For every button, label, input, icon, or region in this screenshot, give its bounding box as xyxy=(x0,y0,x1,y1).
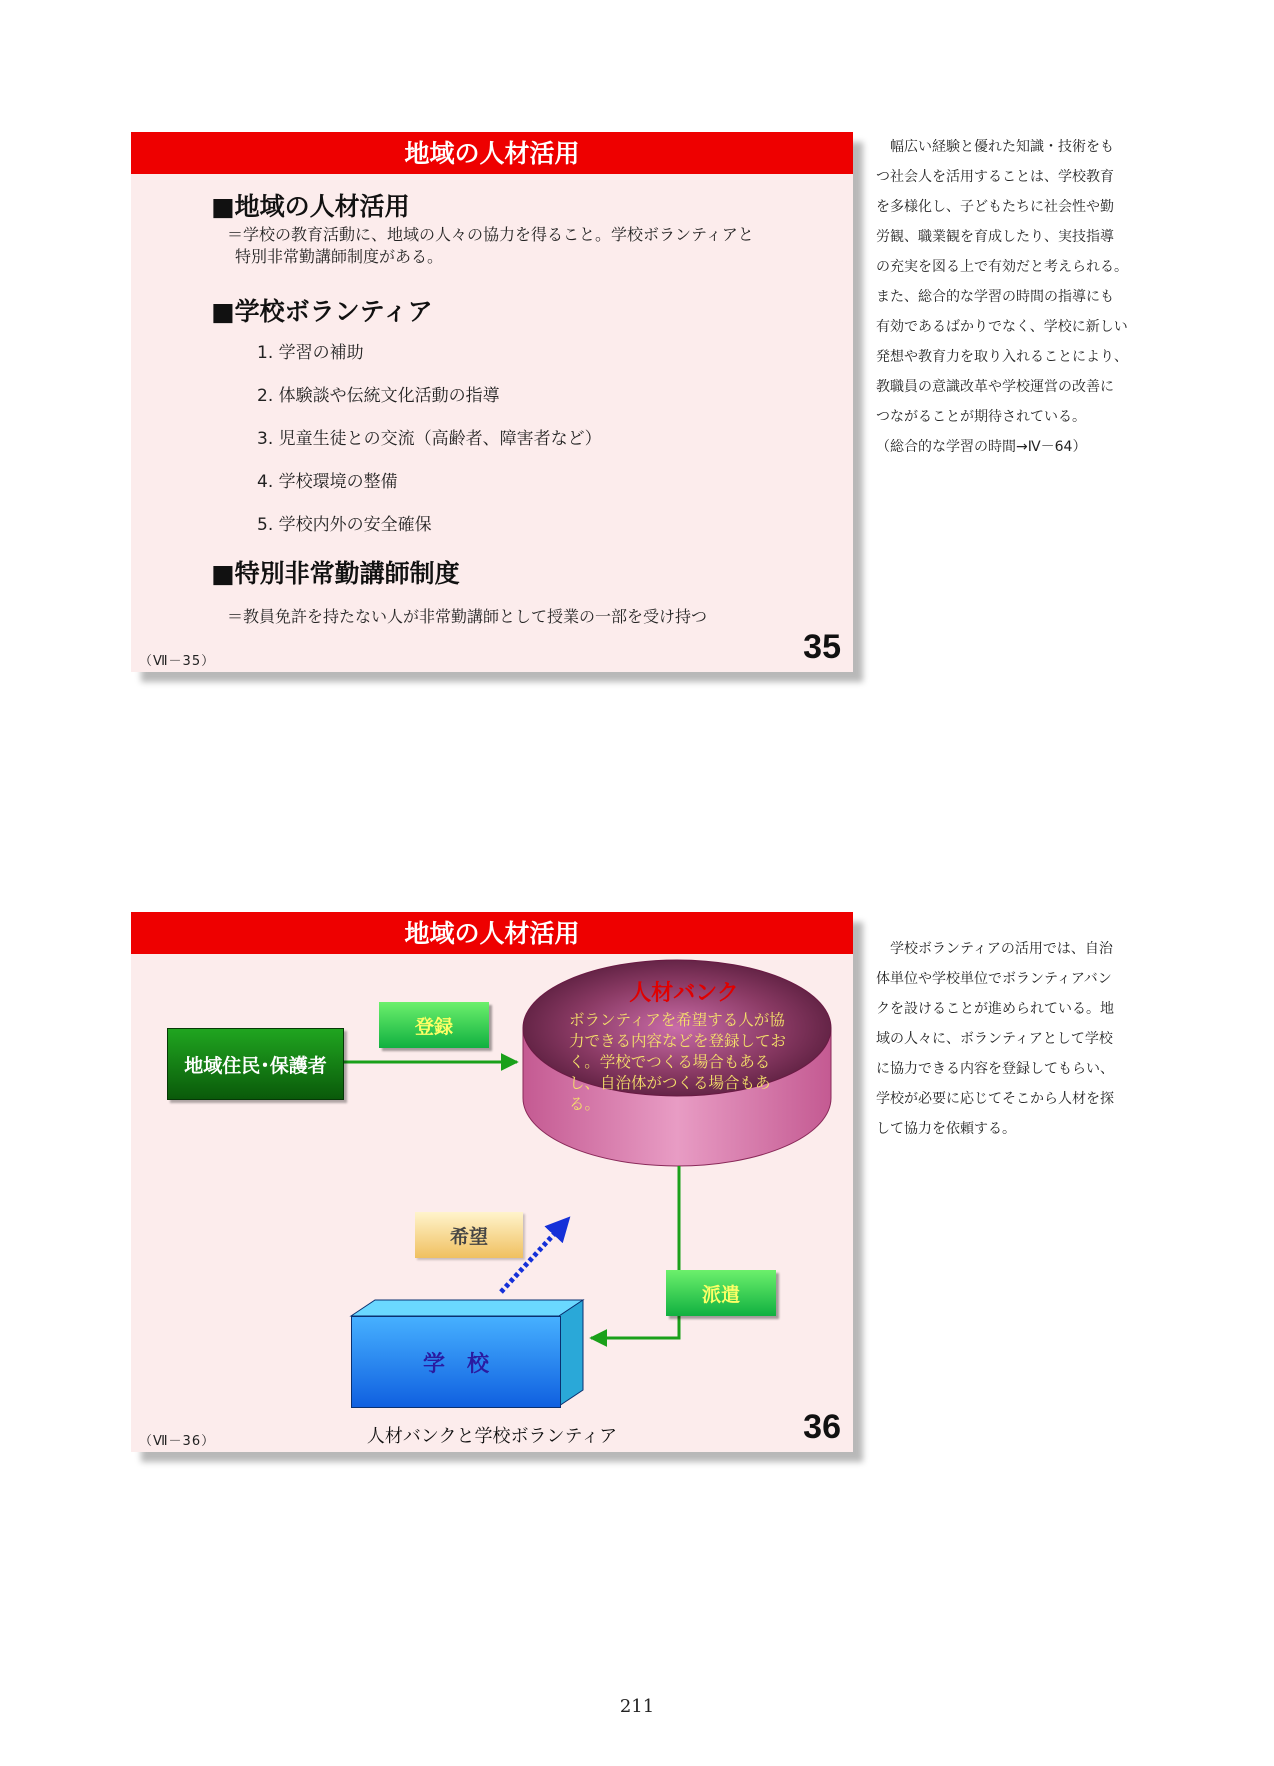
commentary-line: 発想や教育力を取り入れることにより、 xyxy=(876,349,1128,365)
commentary-line: つ社会人を活用することは、学校教育 xyxy=(876,169,1114,185)
list-item: 4. 学校環境の整備 xyxy=(257,472,398,492)
section-body-line: 特別非常勤講師制度がある。 xyxy=(235,247,444,266)
slide-number: 36 xyxy=(803,1408,841,1446)
slide-number: 35 xyxy=(803,628,841,666)
page-number: 211 xyxy=(619,1696,655,1717)
list-item: 1. 学習の補助 xyxy=(257,343,364,363)
section-heading-local-talent: ■地域の人材活用 xyxy=(211,192,410,221)
school-box xyxy=(351,1316,561,1408)
section-body-local-talent xyxy=(227,224,827,268)
register-label: 登録 xyxy=(379,1002,489,1048)
list-item: 2. 体験談や伝統文化活動の指導 xyxy=(257,386,500,406)
commentary-line: 学校ボランティアの活用では、自治 xyxy=(876,941,1113,957)
slide-reference: （Ⅶ－35） xyxy=(139,654,216,669)
slide-caption: 人材バンクと学校ボランティア xyxy=(366,1426,618,1447)
commentary-line: 体単位や学校単位でボランティアバン xyxy=(876,971,1112,987)
commentary-line: （総合的な学習の時間→Ⅳ－64） xyxy=(876,439,1087,455)
commentary-line: して協力を依頼する。 xyxy=(876,1121,1016,1137)
commentary-line: 域の人々に、ボランティアとして学校 xyxy=(876,1031,1113,1047)
hope-label: 希望 xyxy=(415,1212,523,1258)
commentary-line: 幅広い経験と優れた知識・技術をも xyxy=(876,139,1114,155)
list-item: 3. 児童生徒との交流（高齢者、障害者など） xyxy=(257,429,602,449)
side-commentary-36 xyxy=(876,934,1152,1144)
slide-35 xyxy=(131,132,853,672)
slide-reference: （Ⅶ－36） xyxy=(139,1434,216,1449)
talent-bank-title: 人材バンク xyxy=(629,981,739,1006)
section-body-special-lecturer: ＝教員免許を持たない人が非常勤講師として授業の一部を受け持つ xyxy=(227,607,708,626)
school-box-top xyxy=(351,1300,583,1316)
slide-title: 地域の人材活用 xyxy=(131,132,853,174)
slide-title: 地域の人材活用 xyxy=(131,912,853,954)
talent-bank-description: ボランティアを希望する人が協力できる内容などを登録しておく。学校でつくる場合もあるし、自治体がつくる場合もある。 xyxy=(569,1011,787,1113)
commentary-line: の充実を図る上で有効だと考えられる。 xyxy=(876,259,1128,275)
commentary-line: つながることが期待されている。 xyxy=(876,409,1086,425)
commentary-line: 教職員の意識改革や学校運営の改善に xyxy=(876,379,1114,395)
school-label: 学校 xyxy=(422,1351,511,1377)
section-heading-special-lecturer: ■特別非常勤講師制度 xyxy=(211,559,460,588)
school-box-side xyxy=(559,1300,583,1406)
dispatch-label: 派遣 xyxy=(666,1270,776,1316)
commentary-line: を多様化し、子どもたちに社会性や勤 xyxy=(876,199,1114,215)
list-item: 5. 学校内外の安全確保 xyxy=(257,515,432,535)
commentary-line: 学校が必要に応じてそこから人材を探 xyxy=(876,1091,1114,1107)
residents-guardians-box: 地域住民･保護者 xyxy=(167,1028,344,1100)
section-heading-school-volunteer: ■学校ボランティア xyxy=(211,297,433,326)
commentary-line: に協力できる内容を登録してもらい、 xyxy=(876,1061,1114,1077)
commentary-line: また、総合的な学習の時間の指導にも xyxy=(876,289,1114,305)
section-body-line: ＝学校の教育活動に、地域の人々の協力を得ること。学校ボランティアと xyxy=(227,225,754,244)
commentary-line: 有効であるばかりでなく、学校に新しい xyxy=(876,319,1128,335)
side-commentary-35 xyxy=(876,132,1152,462)
commentary-line: クを設けることが進められている。地 xyxy=(876,1001,1114,1017)
commentary-line: 労観、職業観を育成したり、実技指導 xyxy=(876,229,1114,245)
slide-36 xyxy=(131,912,853,1452)
